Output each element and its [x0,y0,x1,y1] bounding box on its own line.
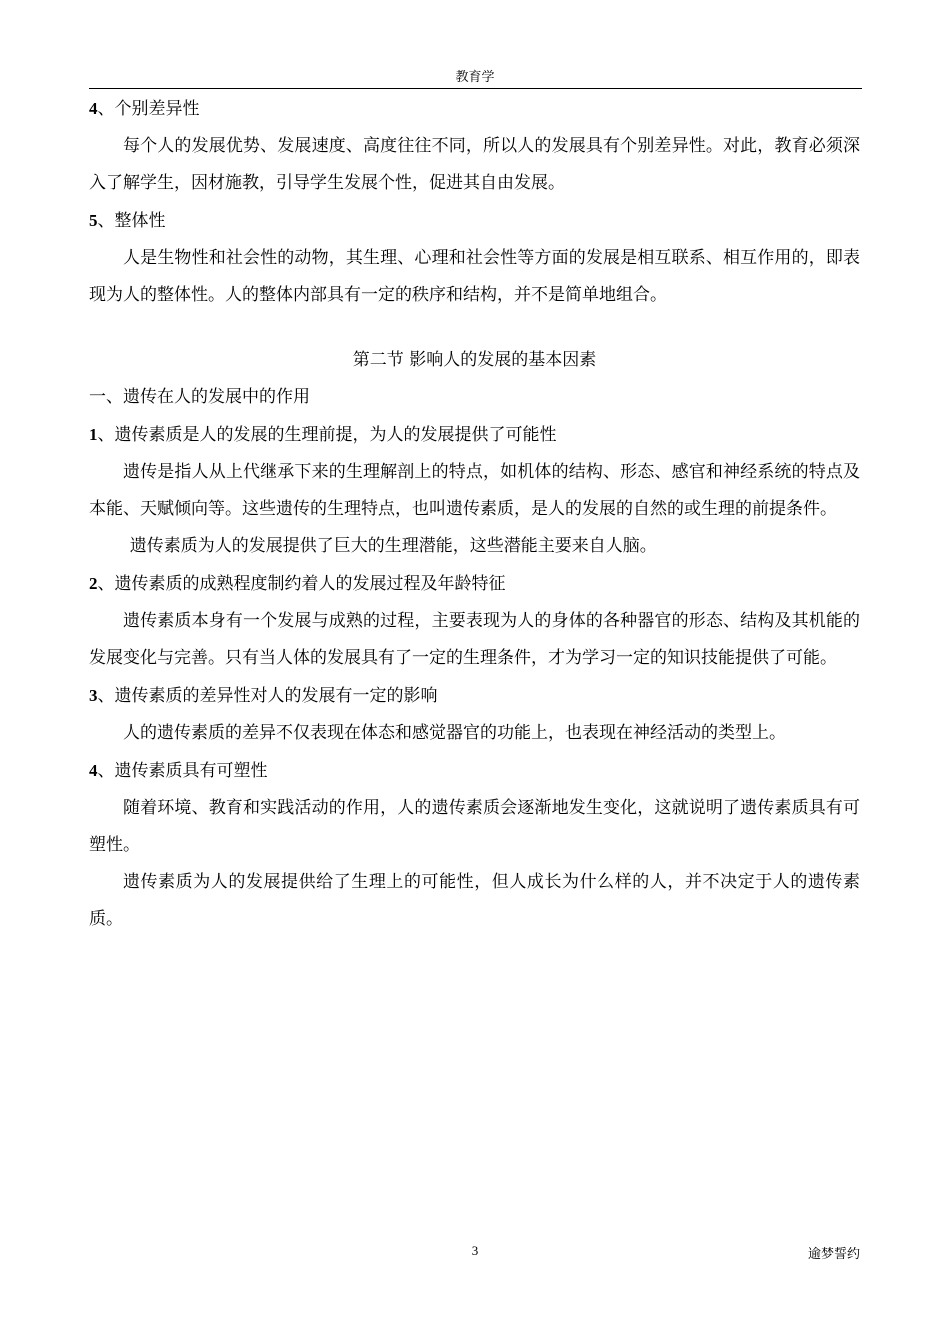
heading-label: 、遗传素质的成熟程度制约着人的发展过程及年龄特征 [97,574,506,594]
paragraph: 遗传素质为人的发展提供给了生理上的可能性，但人成长为什么样的人，并不决定于人的遗传素质。 [89,872,860,929]
paragraph: 每个人的发展优势、发展速度、高度往往不同，所以人的发展具有个别差异性。对此，教育必须深入了解学生，因材施教，引导学生发展个性，促进其自由发展。 [89,136,860,193]
paragraph: 随着环境、教育和实践活动的作用，人的遗传素质会逐渐地发生变化，这就说明了遗传素质具有可塑性。 [89,798,860,855]
heading-maturity [89,565,860,603]
paragraph: 遗传是指人从上代继承下来的生理解剖上的特点，如机体的结构、形态、感官和神经系统的特点及本能、天赋倾向等。这些遗传的生理特点，也叫遗传素质，是人的发展的自然的或生理的前提条件。 [89,462,860,519]
heading-label: 、个别差异性 [97,99,200,119]
paragraph: 遗传素质本身有一个发展与成熟的过程，主要表现为人的身体的各种器官的形态、结构及其机能的发展变化与完善。只有当人体的发展具有了一定的生理条件，才为学习一定的知识技能提供了可能。 [89,611,860,668]
heading-label: 、遗传素质是人的发展的生理前提，为人的发展提供了可能性 [97,425,557,445]
header-divider [89,88,862,89]
heading-heredity-difference [89,677,860,715]
heading-number: 3 [89,686,98,705]
page-number: 3 [471,1243,479,1258]
document-body [89,90,860,938]
heading-number: 5 [89,211,98,230]
paragraph: 人的遗传素质的差异不仅表现在体态和感觉器官的功能上，也表现在神经活动的类型上。 [123,723,786,743]
heading-number: 4 [89,761,98,780]
section-title: 第二节 影响人的发展的基本因素 [352,350,597,370]
subsection-heading: 一、遗传在人的发展中的作用 [89,387,310,407]
paragraph: 人是生物性和社会性的动物，其生理、心理和社会性等方面的发展是相互联系、相互作用的，即表现为人的整体性。人的整体内部具有一定的秩序和结构，并不是简单地组合。 [89,248,860,305]
footer-signature: 逾梦誓约 [807,1247,860,1262]
heading-number: 1 [89,425,98,444]
heading-individual-difference [89,90,860,128]
heading-label: 、遗传素质的差异性对人的发展有一定的影响 [97,686,438,706]
paragraph: 遗传素质为人的发展提供了巨大的生理潜能，这些潜能主要来自人脑。 [129,536,657,556]
running-header-title: 教育学 [455,70,495,85]
heading-number: 2 [89,574,98,593]
heading-number: 4 [89,99,98,118]
heading-label: 、遗传素质具有可塑性 [97,761,268,781]
heading-label: 、整体性 [97,211,166,231]
heading-heredity-premise [89,416,860,454]
heading-plasticity [89,752,860,790]
heading-wholeness [89,202,860,240]
